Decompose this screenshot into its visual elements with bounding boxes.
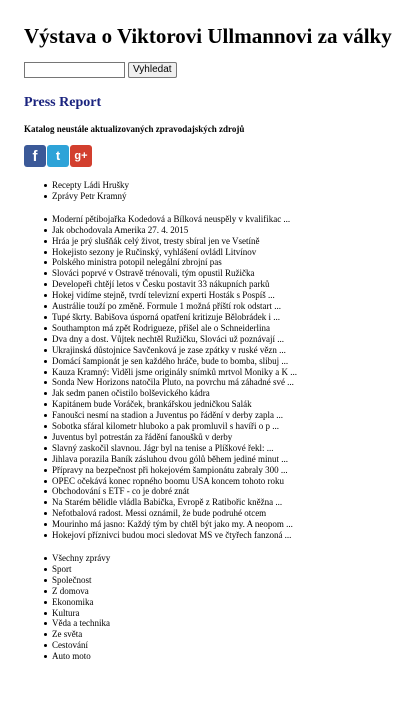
list-item: [52, 618, 419, 629]
news-link[interactable]: Nefotbalová radost. Messi oznámil, že bude podruhé otcem: [52, 508, 267, 519]
list-item: [52, 247, 419, 258]
news-link[interactable]: Developeři chtějí letos v Česku postavit 33 nákupních parků: [52, 279, 270, 290]
list-item: [52, 597, 419, 608]
list-item: [52, 640, 419, 651]
search-input[interactable]: [24, 62, 125, 78]
category-link[interactable]: Z domova: [52, 585, 89, 596]
list-item: [52, 356, 419, 367]
list-item: [52, 180, 419, 191]
news-link[interactable]: Mourinho má jasno: Každý tým by chtěl být jako my. A neopom ...: [52, 519, 293, 530]
list-item: [52, 312, 419, 323]
category-link[interactable]: Společnost: [52, 574, 92, 585]
social-links: [24, 145, 419, 167]
news-link[interactable]: Přípravy na bezpečnost při hokejovém šampionátu zabraly 300 ...: [52, 464, 288, 475]
news-link[interactable]: Jak obchodovala Amerika 27. 4. 2015: [52, 224, 189, 235]
list-item: [52, 432, 419, 443]
category-link[interactable]: Cestování: [52, 640, 88, 651]
list-item: [52, 345, 419, 356]
top-link[interactable]: Zprávy Petr Kramný: [52, 190, 127, 201]
list-item: [52, 323, 419, 334]
list-item: [52, 629, 419, 640]
list-item: [52, 388, 419, 399]
site-name[interactable]: Press Report: [24, 95, 102, 110]
list-item: [52, 279, 419, 290]
search-button[interactable]: Vyhledat: [128, 62, 177, 78]
list-item: [52, 476, 419, 487]
news-link[interactable]: Hráa je prý slušňák celý život, tresty sbíral jen ve Vsetíně: [52, 235, 260, 246]
news-list: [24, 214, 419, 541]
list-item: [52, 191, 419, 202]
list-item: [52, 486, 419, 497]
list-item: [52, 377, 419, 388]
news-link[interactable]: Fanoušci nesmí na stadion a Juventus po řádění v derby zapla ...: [52, 410, 283, 421]
list-item: [52, 564, 419, 575]
list-item: [52, 508, 419, 519]
facebook-icon[interactable]: f: [24, 145, 46, 167]
news-link[interactable]: Ukrajinská důstojnice Savčenková je zase zpátky v ruské vězn ...: [52, 344, 286, 355]
news-link[interactable]: Dva dny a dost. Vůjtek nechtěl Ružičku, Slováci už poznávají ...: [52, 333, 285, 344]
list-item: [52, 236, 419, 247]
category-link[interactable]: Kultura: [52, 607, 80, 618]
category-link[interactable]: Všechny zprávy: [52, 553, 111, 563]
list-item: [52, 608, 419, 619]
list-item: [52, 454, 419, 465]
list-item: [52, 553, 419, 564]
category-link[interactable]: Ze světa: [52, 629, 83, 640]
list-item: [52, 519, 419, 530]
news-link[interactable]: Juventus byl potrestán za řádění fanoušků v derby: [52, 431, 233, 442]
category-link[interactable]: Auto moto: [52, 651, 91, 662]
list-item: [52, 651, 419, 662]
top-links-list: [24, 180, 419, 202]
news-link[interactable]: Kauza Kramný: Viděli jsme originály snímků mrtvol Moniky a K ...: [52, 366, 298, 377]
news-link[interactable]: Slováci poprvé v Ostravě trénovali, tým opustil Ružička: [52, 268, 255, 279]
list-item: [52, 443, 419, 454]
news-link[interactable]: Polského ministra potopil nelegální zbrojní pas: [52, 257, 222, 268]
list-item: [52, 410, 419, 421]
list-item: [52, 586, 419, 597]
news-link[interactable]: Jak sedm panen očistilo bolševického kádra: [52, 388, 210, 399]
list-item: [52, 334, 419, 345]
news-link[interactable]: Austrálie touží po změně. Formule 1 možná příští rok odstart ...: [52, 301, 281, 312]
site-tagline: Katalog neustále aktualizovaných zpravodajských zdrojů: [24, 124, 245, 134]
news-link[interactable]: Slavný zaskočil slavnou. Jágr byl na tenise a Plíškové řekl: ...: [52, 442, 274, 453]
news-link[interactable]: Tupé škrty. Babišova úsporná opatření kritizuje Bělobrádek i ...: [52, 311, 281, 322]
list-item: [52, 214, 419, 225]
category-list: [24, 553, 419, 662]
list-item: [52, 399, 419, 410]
twitter-icon[interactable]: t: [47, 145, 69, 167]
googleplus-icon[interactable]: g+: [70, 145, 92, 167]
list-item: [52, 257, 419, 268]
news-link[interactable]: Na Starém bělidle vládla Babička, Evropě z Ratibořic kněžna ...: [52, 497, 283, 508]
news-link[interactable]: Sobotka sfáral kilometr hluboko a pak promluvil s havíři o p ...: [52, 421, 279, 432]
news-link[interactable]: OPEC očekává konec ropného boomu USA koncem tohoto roku: [52, 475, 284, 486]
list-item: [52, 497, 419, 508]
list-item: [52, 268, 419, 279]
list-item: [52, 225, 419, 236]
category-link[interactable]: Ekonomika: [52, 596, 94, 607]
category-link[interactable]: Sport: [52, 563, 72, 574]
news-link[interactable]: Hokejoví příznivci budou moci sledovat MS ve čtyřech fanzoná ...: [52, 530, 292, 541]
news-link[interactable]: Kapitánem bude Voráček, brankářskou jedničkou Salák: [52, 399, 252, 410]
list-item: [52, 367, 419, 378]
list-item: [52, 421, 419, 432]
page-title: Výstava o Viktorovi Ullmannovi za války: [24, 24, 392, 48]
news-link[interactable]: Moderní pětibojařka Kodedová a Bílková neuspěly v kvalifikac ...: [52, 213, 291, 224]
news-link[interactable]: Domácí šampionát je sen každého hráče, bude to bomba, slibuj ...: [52, 355, 289, 366]
news-link[interactable]: Obchodování s ETF - co je dobré znát: [52, 486, 190, 497]
news-link[interactable]: Sonda New Horizons natočila Pluto, na povrchu má záhadné své ...: [52, 377, 294, 388]
top-link[interactable]: Recepty Ládi Hrušky: [52, 180, 129, 190]
news-link[interactable]: Southampton má zpět Rodrigueze, přišel ale o Schneiderlina: [52, 322, 270, 333]
category-link[interactable]: Věda a technika: [52, 618, 110, 629]
news-link[interactable]: Hokejisto sezony je Ručinský, vyhlášení ovládl Litvínov: [52, 246, 257, 257]
news-link[interactable]: Jihlava porazila Baník zásluhou dvou gólů během jediné minut ...: [52, 453, 288, 464]
list-item: [52, 575, 419, 586]
list-item: [52, 301, 419, 312]
search-form: [24, 61, 419, 79]
list-item: [52, 530, 419, 541]
list-item: [52, 465, 419, 476]
list-item: [52, 290, 419, 301]
news-link[interactable]: Hokej vidíme stejně, tvrdí televizní experti Hosták s Pospíš ...: [52, 290, 275, 301]
